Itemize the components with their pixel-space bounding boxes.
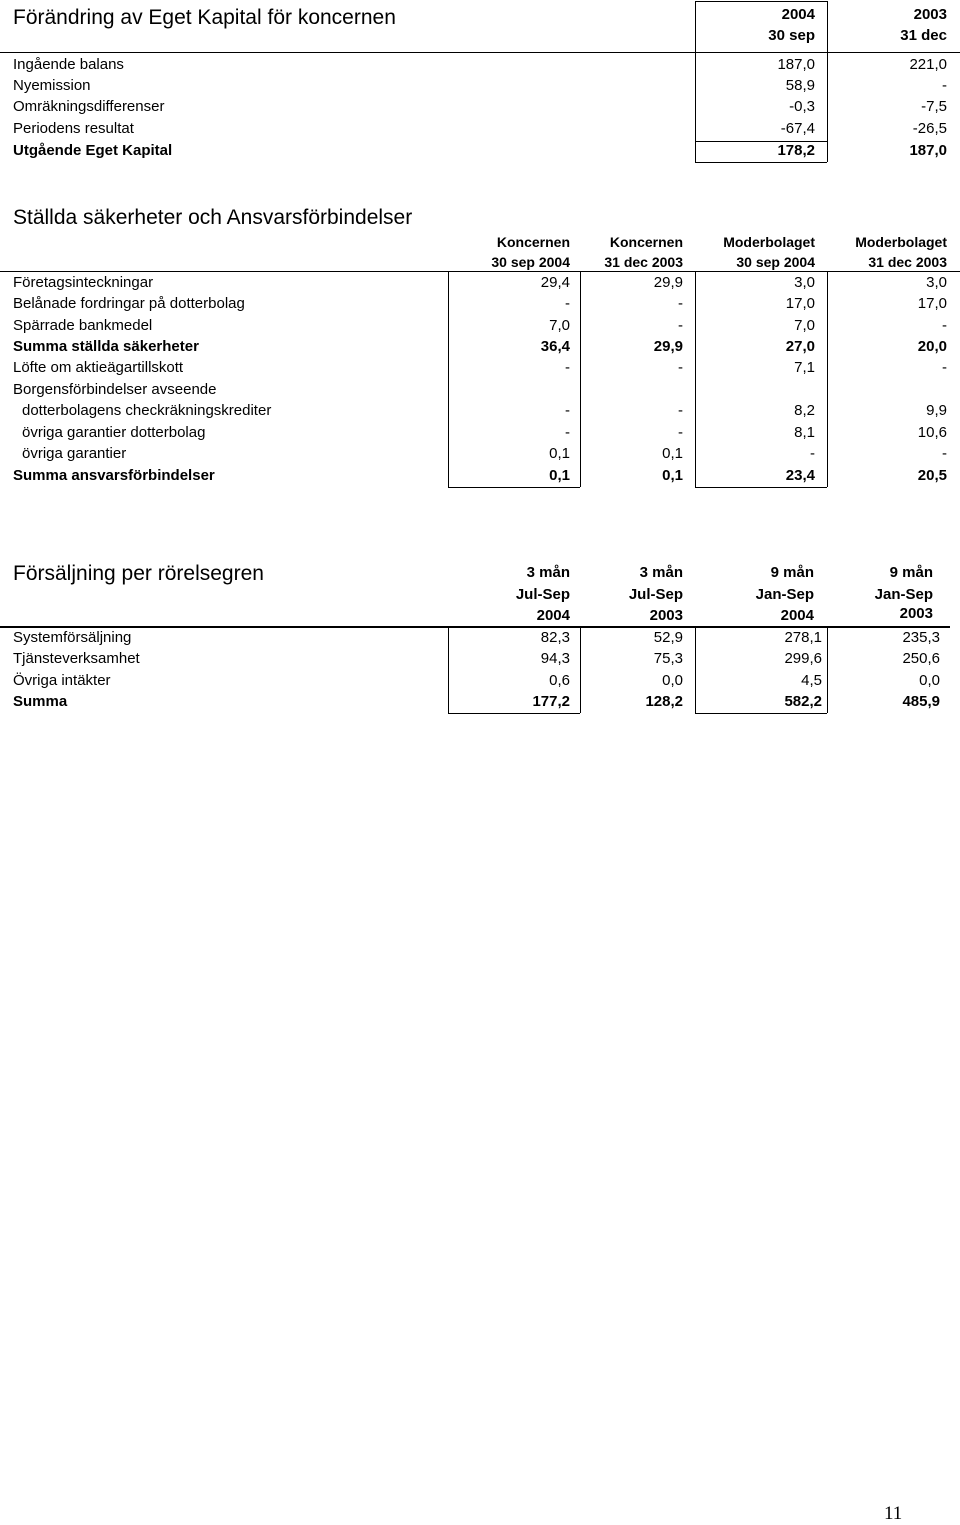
equity-col-1-year: 2004 [781, 6, 815, 23]
equity-col-2-date: 31 dec [900, 27, 947, 44]
equity-header-rule [0, 52, 960, 53]
table-row-total: Utgående Eget Kapital 178,2 187,0 [13, 142, 947, 159]
table-row: Löfte om aktieägartillskott - - 7,1 - [13, 359, 947, 376]
collateral-col-3-date: 30 sep 2004 [736, 254, 815, 270]
collateral-title: Ställda säkerheter och Ansvarsförbindelser [13, 206, 413, 229]
sales-header-rule [0, 626, 950, 628]
sales-col-1-months: Jul-Sep [515, 586, 570, 603]
collateral-col-2-entity: Koncernen [609, 234, 683, 250]
table-row-total: Summa ansvarsförbindelser 0,1 0,1 23,4 20,5 [13, 467, 947, 484]
table-row: övriga garantier dotterbolag - - 8,1 10,6 [22, 424, 947, 441]
sales-box-2-bottom [695, 713, 827, 714]
sales-col-2-year: 2003 [649, 607, 683, 624]
table-row: Företagsinteckningar 29,4 29,9 3,0 3,0 [13, 274, 947, 291]
collateral-col-4-entity: Moderbolaget [855, 234, 947, 250]
sales-col-2-period: 3 mån [639, 564, 683, 581]
equity-box-bottom [695, 162, 827, 163]
table-row: Borgensförbindelser avseende [13, 381, 217, 398]
table-row: Omräkningsdifferenser -0,3 -7,5 [13, 98, 947, 115]
sales-col-4-period: 9 mån [889, 564, 933, 581]
sales-col-4-year: 2003 [899, 605, 933, 622]
collateral-box-1-bottom [448, 487, 580, 488]
sales-col-4-months: Jan-Sep [874, 586, 933, 603]
collateral-col-1-date: 30 sep 2004 [491, 254, 570, 270]
table-row: Periodens resultat -67,4 -26,5 [13, 120, 947, 137]
table-row: Ingående balans 187,0 221,0 [13, 56, 947, 73]
sales-col-3-period: 9 mån [770, 564, 814, 581]
table-row: Systemförsäljning 82,3 52,9 278,1 235,3 [13, 629, 940, 646]
sales-col-2-months: Jul-Sep [628, 586, 683, 603]
page-number: 11 [884, 1503, 903, 1524]
collateral-col-3-entity: Moderbolaget [723, 234, 815, 250]
collateral-box-2-bottom [695, 487, 827, 488]
sales-box-1-bottom [448, 713, 580, 714]
table-row-total: Summa ställda säkerheter 36,4 29,9 27,0 20,0 [13, 338, 947, 355]
sales-title: Försäljning per rörelsegren [13, 562, 264, 585]
sales-col-1-year: 2004 [536, 607, 570, 624]
equity-title: Förändring av Eget Kapital för koncernen [13, 6, 396, 29]
table-row: övriga garantier 0,1 0,1 - - [22, 445, 947, 462]
collateral-col-4-date: 31 dec 2003 [868, 254, 947, 270]
sales-col-3-year: 2004 [780, 607, 814, 624]
table-row: dotterbolagens checkräkningskrediter - - 8,2 9,9 [22, 402, 947, 419]
collateral-header-rule [0, 271, 960, 272]
equity-col-2-year: 2003 [913, 6, 947, 23]
sales-col-1-period: 3 mån [526, 564, 570, 581]
collateral-col-2-date: 31 dec 2003 [604, 254, 683, 270]
table-row: Tjänsteverksamhet 94,3 75,3 299,6 250,6 [13, 650, 940, 667]
sales-col-3-months: Jan-Sep [755, 586, 814, 603]
table-row: Spärrade bankmedel 7,0 - 7,0 - [13, 317, 947, 334]
table-row: Belånade fordringar på dotterbolag - - 17,0 17,0 [13, 295, 947, 312]
equity-box-top [695, 1, 827, 2]
equity-col-1-date: 30 sep [768, 27, 815, 44]
table-row: Övriga intäkter 0,6 0,0 4,5 0,0 [13, 672, 940, 689]
table-row: Nyemission 58,9 - [13, 77, 947, 94]
collateral-col-1-entity: Koncernen [496, 234, 570, 250]
table-row-total: Summa 177,2 128,2 582,2 485,9 [13, 693, 940, 710]
